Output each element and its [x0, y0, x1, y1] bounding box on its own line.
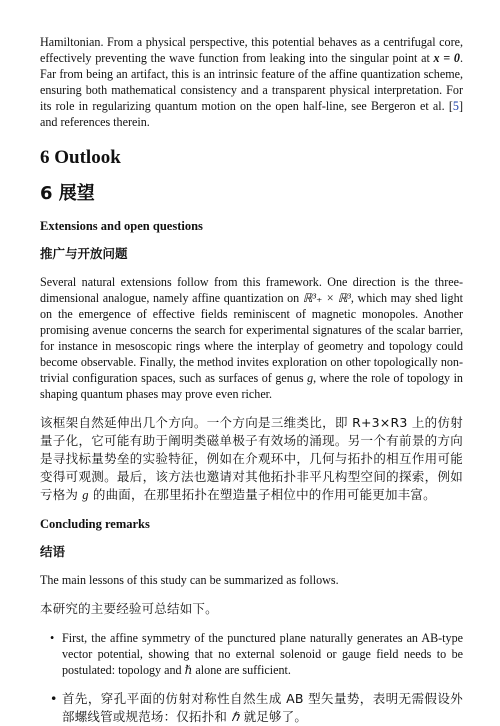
section-title-en: 6 Outlook [40, 147, 121, 168]
extensions-paragraph-zh [40, 414, 463, 504]
bullet-en-text-1: First, the affine symmetry of the punctured plane naturally generates an AB-type vector potential, showing that no external solenoid or gauge field needs to be postulated: topology and [62, 631, 463, 677]
extensions-heading-en: Extensions and open questions [40, 219, 203, 233]
ext-en-math: ℝ³₊ × ℝ³ [302, 291, 351, 305]
bullet-icon: • [50, 691, 58, 706]
bullet-zh-text-2: 就足够了。 [239, 709, 308, 724]
intro-paragraph [40, 34, 463, 130]
concluding-heading-zh: 结语 [40, 544, 66, 559]
bullet-icon: • [50, 631, 55, 645]
list-item [40, 690, 463, 726]
ext-zh-text-2: 的曲面，在那里拓扑在塑造量子相位中的作用可能更加丰富。 [88, 487, 436, 502]
bullet-zh-text-1: 首先，穿孔平面的仿射对称性自然生成 AB 型矢量势，表明无需假设外部螺线管或规范场：仅拓扑和 [62, 691, 463, 724]
section-title-zh: 6 展望 [40, 183, 95, 204]
ext-en-text-1: Several natural extensions follow from this framework. One direction is the three-dimensional analogue, namely affine quantization on [40, 275, 463, 305]
bullet-en-hbar: ℏ [184, 663, 193, 677]
bullet-en-text-2: alone are sufficient. [192, 663, 291, 677]
concluding-paragraph-zh: 本研究的主要经验可总结如下。 [40, 601, 218, 616]
list-spacer [40, 678, 463, 690]
ext-en-text-3: , where the role of topology in shaping quantum phases may prove even richer. [40, 371, 463, 401]
ext-zh-text-1: 该框架自然延伸出几个方向。一个方向是三维类比，即 R+3×R3 上的仿射量子化，它可能有助于阐明类磁单极子有效场的涌现。另一个有前景的方向是寻找标量势垒的实验特征，例如在介观环中，几何与拓扑的相互作用可能变得可观测。最后，该方法也邀请对其他拓扑非平凡构型空间的探索，例如亏格为 [40, 415, 463, 502]
ext-en-genus: g [307, 371, 314, 385]
intro-math: x = 0 [433, 51, 460, 65]
concluding-heading-en: Concluding remarks [40, 517, 150, 531]
intro-text-1: Hamiltonian. From a physical perspective, this potential behaves as a centrifugal core, effectively preventing the wave function from leaking into the singular point at [40, 35, 463, 65]
summary-list [40, 630, 463, 726]
concluding-paragraph-en: The main lessons of this study can be summarized as follows. [40, 573, 339, 587]
intro-text-2: . Far from being an artifact, this is an intrinsic feature of the affine quantization scheme, ensuring both mathematical consistency and a transparent physical interpretation. For its role in regularizing quantum motion on the open half-line, see Bergeron et al. [ [40, 51, 463, 113]
ext-en-text-2: , which may shed light on the emergence of effective fields reminiscent of magnetic monopoles. Another promising avenue concerns the search for experimental signatures of the scalar barrier, for instance in mesoscopic rings where the interplay of geometry and topology could become observable. Finally, the method invites exploration on other topologically non-trivial configuration spaces, such as surfaces of genus [40, 291, 463, 385]
intro-text-3: ] and references therein. [40, 99, 463, 129]
ext-zh-genus: g [82, 488, 89, 502]
list-item [40, 630, 463, 678]
bullet-zh-hbar: ℏ [231, 710, 240, 724]
extensions-heading-zh: 推广与开放问题 [40, 246, 128, 261]
extensions-paragraph-en [40, 274, 463, 402]
page-content [40, 34, 463, 726]
citation-link[interactable]: 5 [452, 99, 459, 113]
